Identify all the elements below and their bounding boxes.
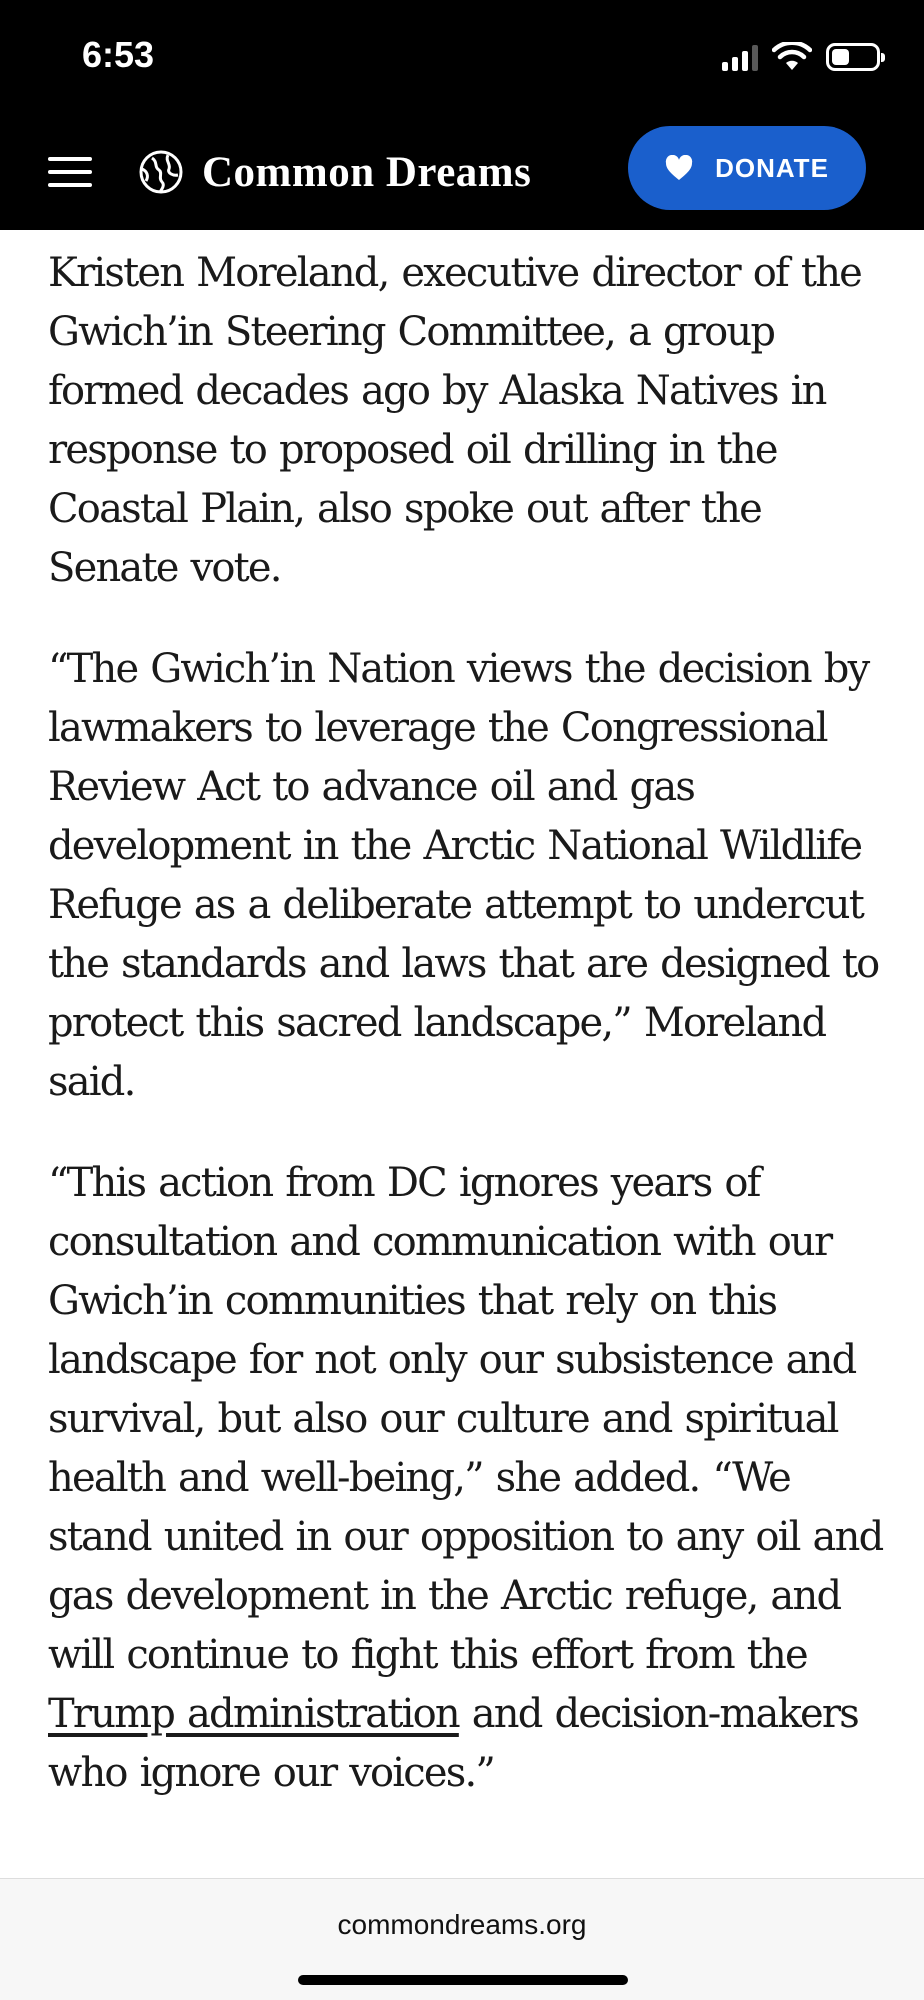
article-paragraph: “The Gwich’in Nation views the decision by lawmakers to leverage the Congressional Review Act to advance oil and gas development in the Arctic National Wildlife Refuge as a deliberate attempt to undercut the standards and laws that are designed to protect this sacred landscape,” Moreland said.	[48, 646, 879, 1105]
article-body	[48, 230, 888, 1803]
status-bar	[0, 0, 924, 112]
browser-address-bar[interactable]	[0, 1878, 924, 2000]
home-indicator[interactable]	[298, 1975, 628, 1985]
status-time: 6:53	[82, 34, 155, 75]
heart-icon	[665, 155, 693, 181]
menu-icon[interactable]	[48, 157, 92, 187]
donate-button[interactable]	[628, 126, 866, 210]
globe-icon	[138, 149, 184, 195]
brand-logo[interactable]	[138, 142, 531, 202]
address-url[interactable]: commondreams.org	[337, 1909, 587, 1940]
article-paragraph	[48, 1154, 888, 1803]
battery-icon	[826, 43, 880, 71]
signal-icon	[722, 43, 758, 71]
battery-fill	[832, 49, 849, 65]
trump-administration-link[interactable]: Trump administration	[48, 1691, 459, 1737]
wifi-icon	[772, 42, 812, 72]
site-header	[0, 112, 924, 230]
brand-name: Common Dreams	[202, 148, 532, 196]
paragraph-text: and decision-makers who ignore our voices.”	[48, 1691, 858, 1796]
donate-label: DONATE	[715, 152, 829, 183]
paragraph-text: “This action from DC ignores years of consultation and communication with our Gwich’in communities that rely on this landscape for not only our subsistence and survival, but also our culture and spiritual health and well-being,” she added. “We stand united in our opposition to any oil and gas development in the Arctic refuge, and will continue to fight this effort from the	[48, 1160, 883, 1678]
article-paragraph: Kristen Moreland, executive director of the Gwich’in Steering Committee, a group formed decades ago by Alaska Natives in response to proposed oil drilling in the Coastal Plain, also spoke out after the Senate vote.	[48, 250, 862, 591]
status-icons	[722, 42, 880, 72]
